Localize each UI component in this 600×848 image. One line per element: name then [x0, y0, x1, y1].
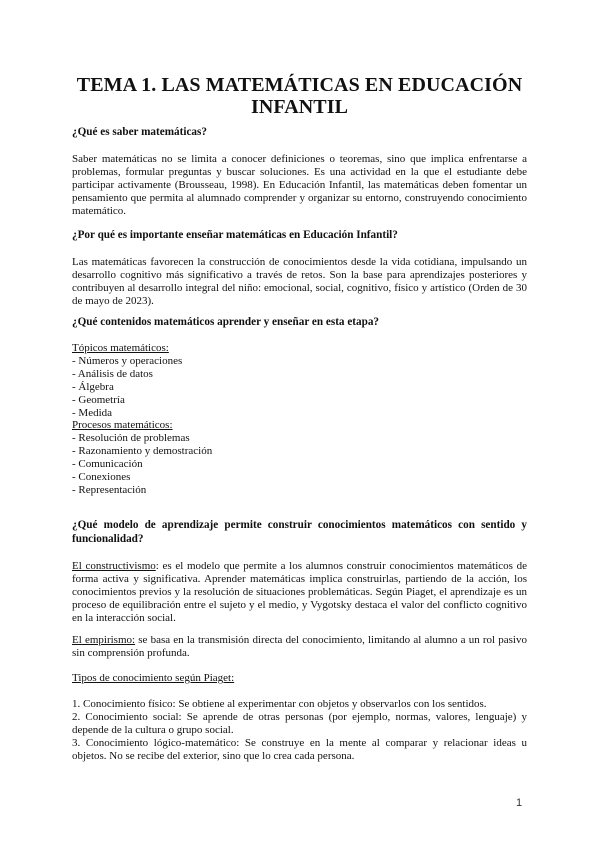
list-item: - Álgebra	[72, 380, 114, 393]
empiricism-paragraph	[72, 634, 527, 660]
section-heading-why-important: ¿Por qué es importante enseñar matemáticas en Educación Infantil?	[72, 229, 398, 241]
document-title: TEMA 1. LAS MATEMÁTICAS EN EDUCACIÓN INFANTIL	[76, 74, 523, 118]
empiricism-text: se basa en la transmisión directa del conocimiento, limitando al alumno a un rol pasivo sin comprensión profunda.	[72, 634, 527, 659]
section-heading-contents: ¿Qué contenidos matemáticos aprender y enseñar en esta etapa?	[72, 316, 380, 328]
section-paragraph-why-important: Las matemáticas favorecen la construcción de conocimientos desde la vida cotidiana, impulsando un desarrollo cognitivo más significativo a través de retos. Son la base para aprendizajes posteriores y contribuyen al desarrollo integral del niño: emocional, social, cognitivo, físico y artístico (Orden de 30 de mayo de 2023).	[72, 256, 527, 307]
list-item: 3. Conocimiento lógico-matemático: Se construye en la mente al comparar y relacionar ideas u objetos. No se recibe del exterior, sino que lo crea cada persona.	[72, 736, 527, 762]
list-item: - Razonamiento y demostración	[72, 445, 213, 458]
list-item: 2. Conocimiento social: Se aprende de otras personas (por ejemplo, normas, valores, lenguaje) y depende de la cultura o grupo social.	[72, 710, 527, 736]
piaget-label: Tipos de conocimiento según Piaget:	[72, 672, 235, 684]
section-paragraph-what-is-math: Saber matemáticas no se limita a conocer definiciones o teoremas, sino que implica enfrentarse a problemas, formular preguntas y buscar soluciones. Es una actividad en la que el estudiante debe participar activamente (Brousseau, 1998). En Educación Infantil, las matemáticas deben fomentar un pensamiento que permita al alumnado comprender y organizar su entorno, construyendo conocimiento matemático.	[72, 153, 527, 217]
page-number: 1	[516, 797, 523, 809]
empiricism-term: El empirismo:	[72, 634, 136, 646]
piaget-list	[72, 698, 527, 763]
section-heading-learning-model: ¿Qué modelo de aprendizaje permite construir conocimientos matemáticos con sentido y funcionalidad?	[72, 519, 527, 545]
list-item: - Resolución de problemas	[72, 432, 190, 445]
piaget-label-block	[72, 672, 527, 685]
list-item: - Números y operaciones	[72, 354, 183, 367]
list-item: - Conexiones	[72, 471, 131, 484]
topics-label: Tópicos matemáticos:	[72, 342, 169, 354]
list-item: - Geometría	[72, 393, 125, 406]
topics-list	[72, 342, 527, 497]
constructivism-paragraph	[72, 560, 527, 625]
section-heading-what-is-math: ¿Qué es saber matemáticas?	[72, 126, 207, 138]
constructivism-term: El constructivismo	[72, 560, 156, 572]
list-item: - Comunicación	[72, 458, 143, 471]
list-item: 1. Conocimiento físico: Se obtiene al experimentar con objetos y observarlos con los sentidos.	[72, 698, 487, 710]
processes-label: Procesos matemáticos:	[72, 419, 173, 432]
constructivism-text: : es el modelo que permite a los alumnos construir conocimientos matemáticos de forma activa y significativa. Aprender matemáticas implica construirlas, partiendo de la acción, los conocimientos previos y la resolución de situaciones problemáticas. Según Piaget, el aprendizaje es un proceso de equilibración entre el sujeto y el medio, y Vygotsky destaca el valor del conflicto cognitivo en la interacción social.	[72, 560, 527, 624]
list-item: - Representación	[72, 483, 147, 496]
list-item: - Medida	[72, 406, 113, 419]
list-item: - Análisis de datos	[72, 367, 153, 380]
